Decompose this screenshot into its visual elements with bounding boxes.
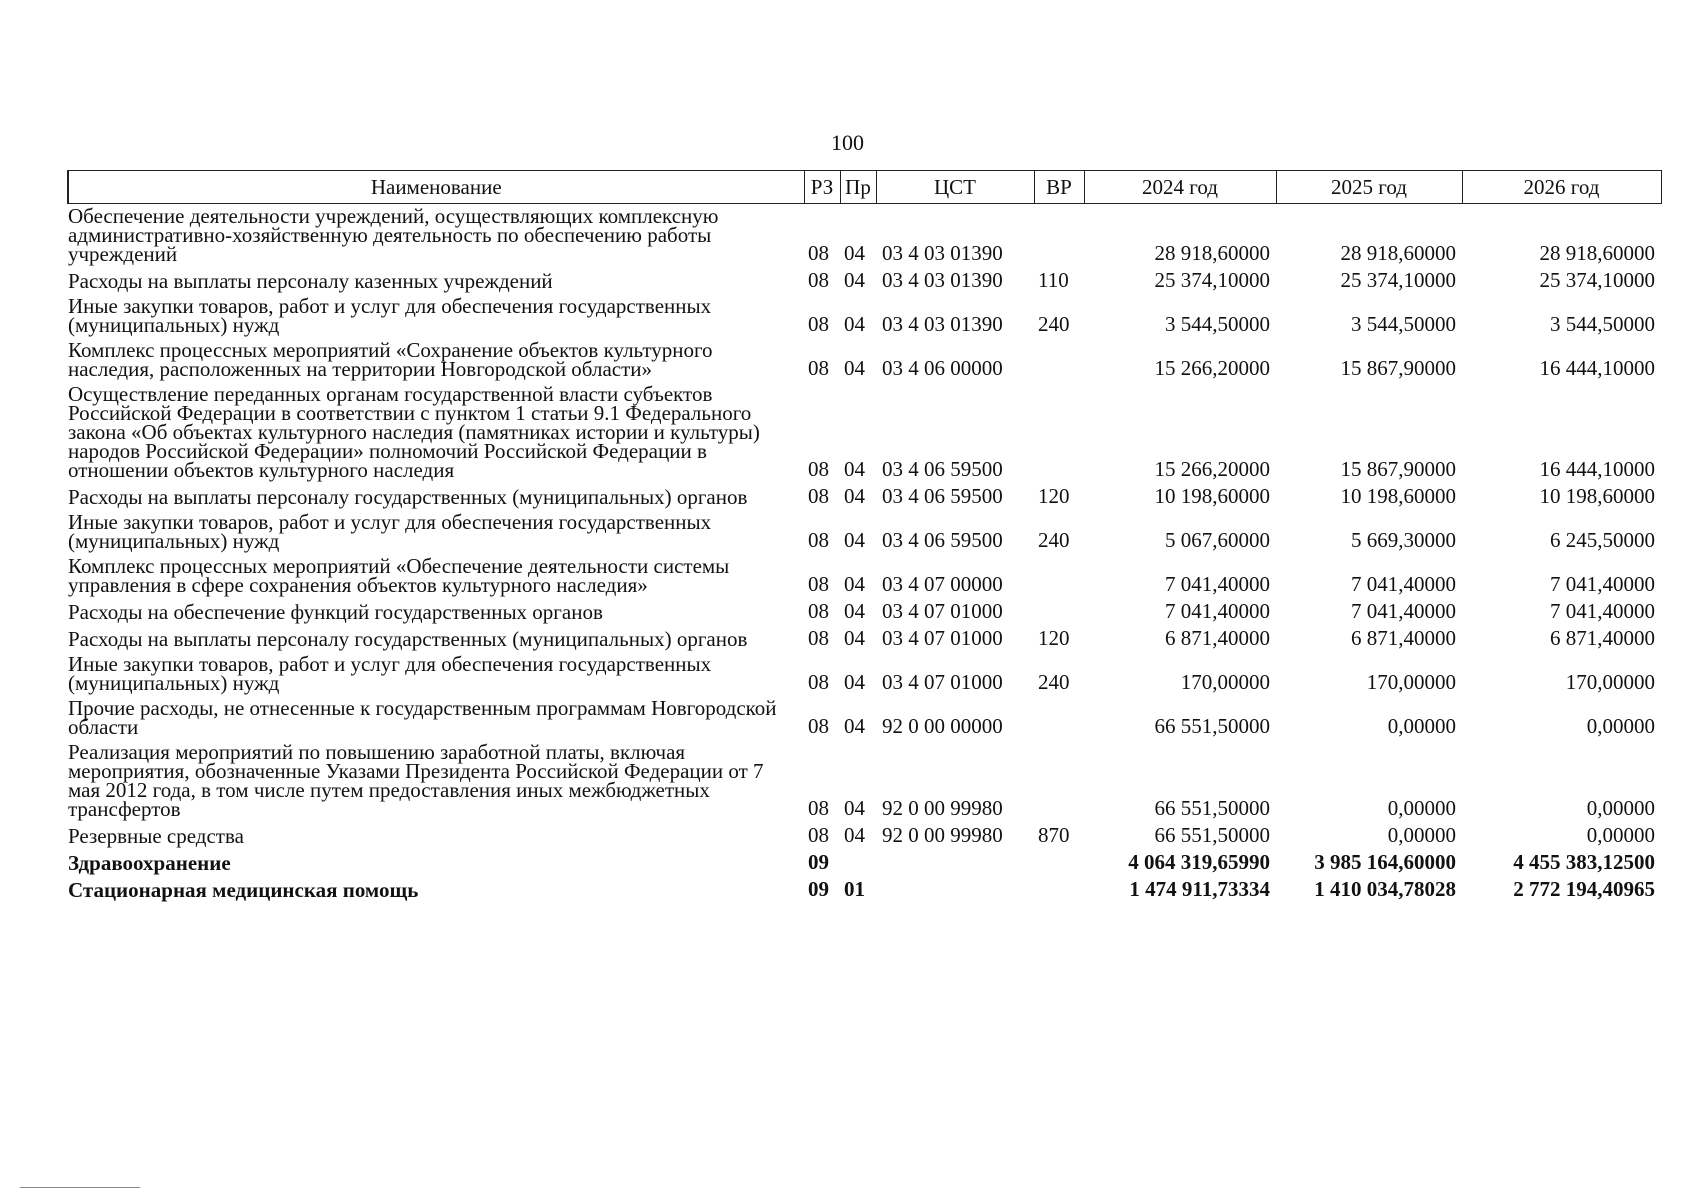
row-vr	[1034, 338, 1084, 382]
row-value-2025: 25 374,10000	[1340, 268, 1456, 292]
row-value-2025: 15 867,90000	[1340, 457, 1456, 481]
row-name: Иные закупки товаров, работ и услуг для обеспечения государственных (муниципальных) нужд	[68, 510, 712, 553]
row-value-2026: 3 544,50000	[1550, 312, 1655, 336]
row-value-2025: 3 544,50000	[1351, 312, 1456, 336]
table-row	[68, 849, 1661, 876]
table-row	[68, 652, 1661, 696]
row-value-2025: 0,00000	[1387, 823, 1456, 847]
row-rz: 08	[808, 572, 829, 596]
row-name: Реализация мероприятий по повышению заработной платы, включая мероприятия, обозначенные Указами Президента Российской Федерации от 7 мая 2012 года, в том числе путем предоставления иных межбюджетных трансфертов	[68, 740, 764, 821]
row-value-2025: 0,00000	[1387, 714, 1456, 738]
header-rz: РЗ	[804, 171, 840, 204]
row-vr: 120	[1038, 626, 1070, 650]
row-pr: 04	[844, 312, 865, 336]
row-rz: 08	[808, 528, 829, 552]
row-vr	[1034, 204, 1084, 268]
row-cst: 92 0 00 99980	[882, 823, 1003, 847]
row-value-2024: 66 551,50000	[1154, 796, 1270, 820]
row-value-2026: 0,00000	[1586, 796, 1655, 820]
row-name: Резервные средства	[68, 824, 244, 848]
row-value-2024: 5 067,60000	[1165, 528, 1270, 552]
header-2024: 2024 год	[1084, 171, 1276, 204]
row-pr: 04	[844, 599, 865, 623]
row-cst: 92 0 00 99980	[882, 796, 1003, 820]
table-row	[68, 382, 1661, 483]
row-vr	[1034, 740, 1084, 822]
budget-table-container	[67, 170, 1660, 903]
row-value-2024: 7 041,40000	[1165, 599, 1270, 623]
row-name: Комплекс процессных мероприятий «Обеспечение деятельности системы управления в сфере сохранения объектов культурного наследия»	[68, 554, 730, 597]
row-value-2026: 0,00000	[1586, 823, 1655, 847]
row-value-2024: 28 918,60000	[1154, 241, 1270, 265]
row-cst: 92 0 00 00000	[882, 714, 1003, 738]
row-value-2026: 7 041,40000	[1550, 599, 1655, 623]
row-vr: 120	[1038, 484, 1070, 508]
row-value-2026: 25 374,10000	[1539, 268, 1655, 292]
table-row	[68, 740, 1661, 822]
row-value-2025: 28 918,60000	[1340, 241, 1456, 265]
row-pr: 04	[844, 823, 865, 847]
row-rz: 08	[808, 484, 829, 508]
row-value-2024: 1 474 911,73334	[1129, 877, 1270, 901]
row-value-2026: 16 444,10000	[1539, 356, 1655, 380]
row-name: Иные закупки товаров, работ и услуг для обеспечения государственных (муниципальных) нужд	[68, 294, 712, 337]
row-cst: 03 4 06 59500	[882, 457, 1003, 481]
table-row	[68, 338, 1661, 382]
table-row	[68, 267, 1661, 294]
row-cst: 03 4 07 01000	[882, 670, 1003, 694]
table-row	[68, 625, 1661, 652]
row-value-2026: 28 918,60000	[1539, 241, 1655, 265]
row-value-2026: 170,00000	[1565, 670, 1655, 694]
row-rz: 08	[808, 241, 829, 265]
row-value-2026: 6 245,50000	[1550, 528, 1655, 552]
row-pr: 04	[844, 670, 865, 694]
row-value-2024: 66 551,50000	[1154, 714, 1270, 738]
row-cst: 03 4 06 59500	[882, 528, 1003, 552]
row-pr: 04	[844, 457, 865, 481]
row-rz: 08	[808, 796, 829, 820]
row-vr	[1034, 598, 1084, 625]
row-value-2024: 7 041,40000	[1165, 572, 1270, 596]
row-value-2025: 170,00000	[1366, 670, 1456, 694]
row-vr	[1034, 849, 1084, 876]
table-row	[68, 294, 1661, 338]
row-value-2026: 6 871,40000	[1550, 626, 1655, 650]
row-value-2025: 15 867,90000	[1340, 356, 1456, 380]
row-name: Иные закупки товаров, работ и услуг для обеспечения государственных (муниципальных) нужд	[68, 652, 712, 695]
row-cst: 03 4 07 01000	[882, 626, 1003, 650]
row-name: Стационарная медицинская помощь	[68, 878, 419, 902]
row-pr: 04	[844, 796, 865, 820]
row-pr	[840, 849, 876, 876]
row-value-2024: 6 871,40000	[1165, 626, 1270, 650]
row-value-2025: 10 198,60000	[1340, 484, 1456, 508]
row-rz: 08	[808, 670, 829, 694]
row-pr: 04	[844, 714, 865, 738]
row-rz: 08	[808, 356, 829, 380]
page-number: 100	[831, 130, 864, 155]
header-pr: Пр	[840, 171, 876, 204]
header-name: Наименование	[68, 171, 804, 204]
row-name: Комплекс процессных мероприятий «Сохранение объектов культурного наследия, расположенных на территории Новгородской области»	[68, 338, 713, 381]
row-value-2025: 7 041,40000	[1351, 572, 1456, 596]
row-cst	[876, 876, 1034, 903]
row-cst: 03 4 07 01000	[882, 599, 1003, 623]
row-pr: 04	[844, 268, 865, 292]
row-cst: 03 4 06 00000	[882, 356, 1003, 380]
row-vr: 240	[1038, 670, 1070, 694]
header-2025: 2025 год	[1276, 171, 1462, 204]
row-name: Обеспечение деятельности учреждений, осуществляющих комплексную административно-хозяйственную деятельность по обеспечению работы учреждений	[68, 204, 719, 266]
row-name: Расходы на выплаты персоналу государственных (муниципальных) органов	[68, 485, 748, 509]
row-value-2026: 7 041,40000	[1550, 572, 1655, 596]
row-vr	[1034, 876, 1084, 903]
row-value-2024: 25 374,10000	[1154, 268, 1270, 292]
header-2026: 2026 год	[1462, 171, 1661, 204]
table-row	[68, 204, 1661, 268]
row-rz: 08	[808, 312, 829, 336]
table-row	[68, 822, 1661, 849]
row-name: Прочие расходы, не отнесенные к государственным программам Новгородской области	[68, 696, 777, 739]
row-vr: 110	[1038, 268, 1069, 292]
row-name: Осуществление переданных органам государственной власти субъектов Российской Федерации в соответствии с пунктом 1 статьи 9.1 Федерального закона «Об объектах культурного наследия (памятниках истории и культуры) народов Российской Федерации» полномочий Российской Федерации в отношении объектов культурного наследия	[68, 382, 760, 482]
row-cst: 03 4 03 01390	[882, 312, 1003, 336]
row-vr: 240	[1038, 528, 1070, 552]
table-row	[68, 876, 1661, 903]
row-pr: 04	[844, 356, 865, 380]
row-cst: 03 4 07 00000	[882, 572, 1003, 596]
row-name: Расходы на обеспечение функций государственных органов	[68, 600, 603, 624]
row-value-2025: 6 871,40000	[1351, 626, 1456, 650]
row-pr: 04	[844, 626, 865, 650]
table-body	[68, 204, 1661, 904]
row-rz: 08	[808, 714, 829, 738]
row-name: Здравоохранение	[68, 851, 231, 875]
row-vr: 870	[1038, 823, 1070, 847]
row-value-2025: 7 041,40000	[1351, 599, 1456, 623]
table-row	[68, 483, 1661, 510]
row-value-2026: 2 772 194,40965	[1513, 877, 1655, 901]
row-value-2025: 3 985 164,60000	[1314, 850, 1456, 874]
row-rz: 08	[808, 599, 829, 623]
table-row	[68, 510, 1661, 554]
row-pr: 01	[844, 877, 865, 901]
row-rz: 08	[808, 626, 829, 650]
row-value-2024: 170,00000	[1180, 670, 1270, 694]
row-value-2024: 15 266,20000	[1154, 356, 1270, 380]
header-vr: ВР	[1034, 171, 1084, 204]
row-value-2024: 15 266,20000	[1154, 457, 1270, 481]
row-value-2025: 1 410 034,78028	[1314, 877, 1456, 901]
row-value-2024: 66 551,50000	[1154, 823, 1270, 847]
row-value-2025: 0,00000	[1387, 796, 1456, 820]
row-pr: 04	[844, 528, 865, 552]
row-rz: 08	[808, 457, 829, 481]
row-value-2024: 4 064 319,65990	[1128, 850, 1270, 874]
row-value-2026: 16 444,10000	[1539, 457, 1655, 481]
footer-rule	[20, 1187, 140, 1188]
row-rz: 08	[808, 823, 829, 847]
row-vr	[1034, 696, 1084, 740]
row-name: Расходы на выплаты персоналу государственных (муниципальных) органов	[68, 627, 748, 651]
row-vr: 240	[1038, 312, 1070, 336]
row-value-2026: 0,00000	[1586, 714, 1655, 738]
row-pr: 04	[844, 572, 865, 596]
budget-table	[67, 170, 1662, 903]
row-value-2025: 5 669,30000	[1351, 528, 1456, 552]
row-pr: 04	[844, 484, 865, 508]
row-cst	[876, 849, 1034, 876]
row-value-2026: 10 198,60000	[1539, 484, 1655, 508]
table-row	[68, 696, 1661, 740]
row-cst: 03 4 03 01390	[882, 241, 1003, 265]
row-value-2024: 3 544,50000	[1165, 312, 1270, 336]
row-vr	[1034, 382, 1084, 483]
row-pr: 04	[844, 241, 865, 265]
row-cst: 03 4 06 59500	[882, 484, 1003, 508]
table-row	[68, 598, 1661, 625]
table-header	[68, 171, 1661, 204]
row-value-2026: 4 455 383,12500	[1513, 850, 1655, 874]
table-row	[68, 554, 1661, 598]
row-cst: 03 4 03 01390	[882, 268, 1003, 292]
row-value-2024: 10 198,60000	[1154, 484, 1270, 508]
row-name: Расходы на выплаты персоналу казенных учреждений	[68, 269, 553, 293]
header-cst: ЦСТ	[876, 171, 1034, 204]
row-rz: 09	[808, 877, 829, 901]
row-rz: 08	[808, 268, 829, 292]
row-rz: 09	[808, 850, 829, 874]
row-vr	[1034, 554, 1084, 598]
